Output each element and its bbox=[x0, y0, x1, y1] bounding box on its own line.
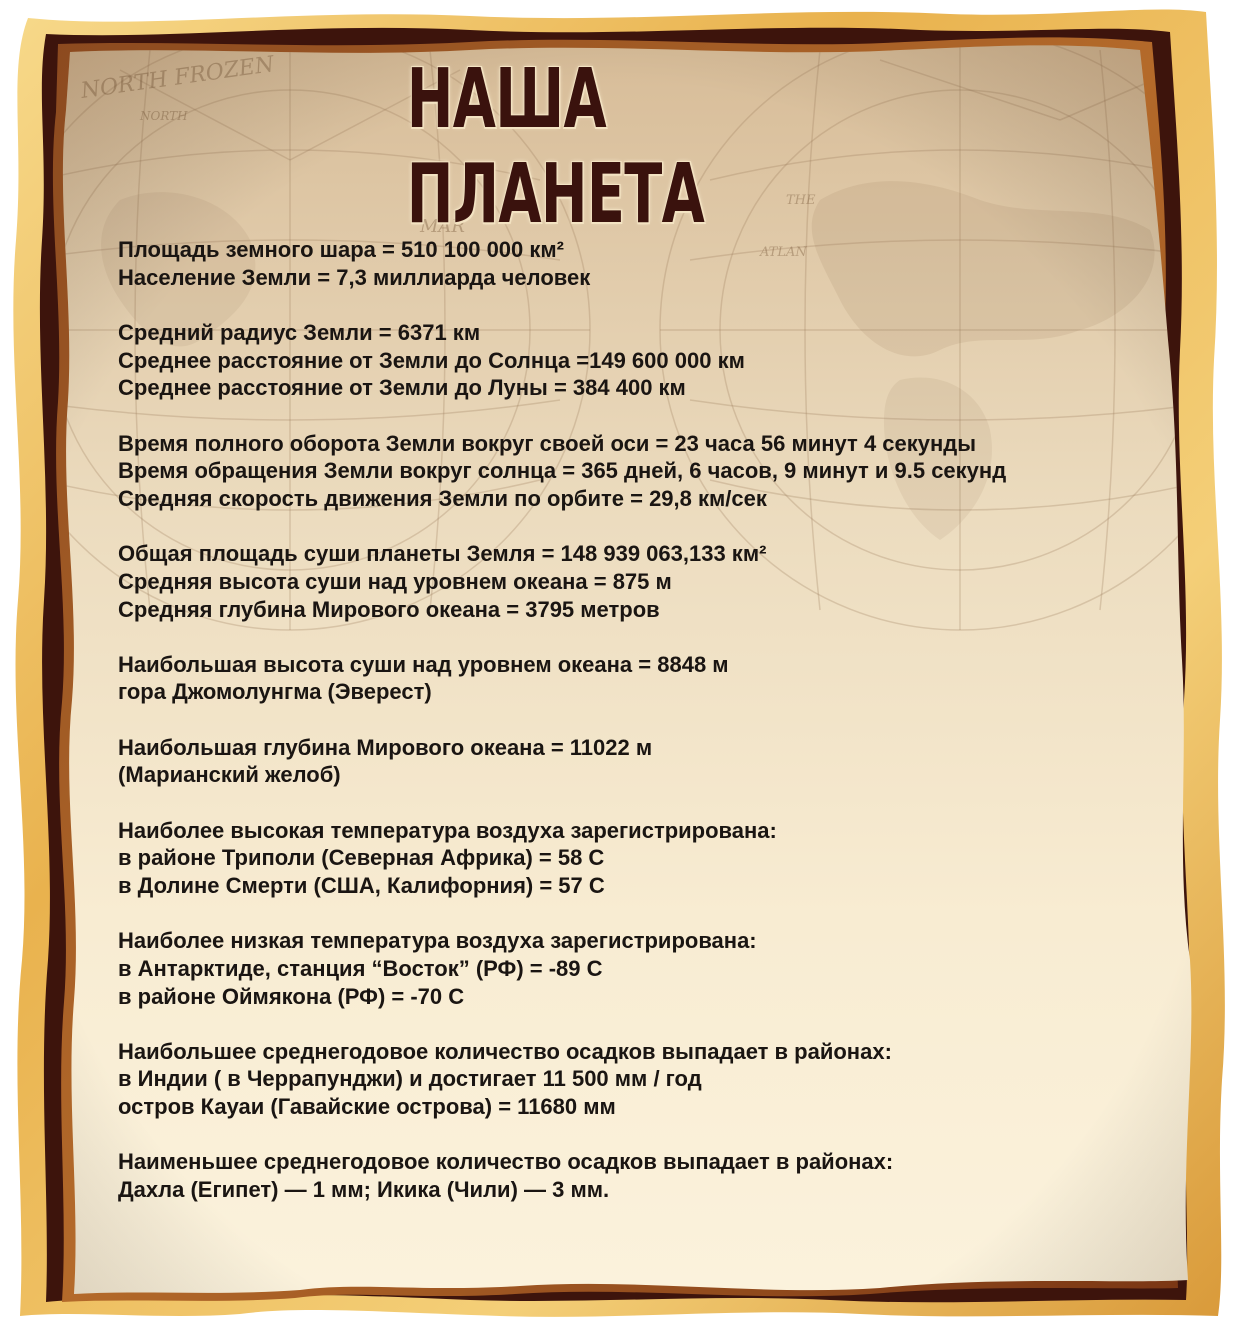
fact-block bbox=[118, 651, 1158, 706]
fact-line: Средняя глубина Мирового океана = 3795 метров bbox=[118, 596, 660, 622]
fact-line: в районе Триполи (Северная Африка) = 58 С bbox=[118, 845, 605, 871]
fact-line: в Индии ( в Черрапунджи) и достигает 11 500 мм / год bbox=[118, 1066, 702, 1092]
fact-line: Наименьшее среднегодовое количество осадков выпадает в районах: bbox=[118, 1149, 894, 1175]
fact-block bbox=[118, 540, 1158, 623]
fact-block bbox=[118, 817, 1158, 900]
fact-line: Наибольшее среднегодовое количество осадков выпадает в районах: bbox=[118, 1038, 892, 1064]
fact-line: Средняя высота суши над уровнем океана = 875 м bbox=[118, 568, 672, 594]
page-title: НАША ПЛАНЕТА bbox=[406, 52, 705, 242]
fact-block bbox=[118, 734, 1158, 789]
fact-line: Среднее расстояние от Земли до Солнца =149 600 000 км bbox=[118, 347, 745, 373]
fact-line: в Долине Смерти (США, Калифорния) = 57 С bbox=[118, 872, 605, 898]
fact-line: Общая площадь суши планеты Земля = 148 939 063,133 км² bbox=[118, 541, 767, 567]
fact-line: гора Джомолунгма (Эверест) bbox=[118, 679, 432, 705]
fact-line: Наиболее низкая температура воздуха зарегистрирована: bbox=[118, 928, 757, 954]
fact-line: в Антарктиде, станция “Восток” (РФ) = -89 С bbox=[118, 955, 603, 981]
fact-line: Средний радиус Земли = 6371 км bbox=[118, 319, 481, 345]
fact-line: Средняя скорость движения Земли по орбите = 29,8 км/сек bbox=[118, 485, 767, 511]
fact-block bbox=[118, 1148, 1158, 1203]
fact-line: Наибольшая высота суши над уровнем океана = 8848 м bbox=[118, 651, 729, 677]
fact-line: Наибольшая глубина Мирового океана = 11022 м bbox=[118, 734, 653, 760]
fact-line: Наиболее высокая температура воздуха зарегистрирована: bbox=[118, 817, 777, 843]
fact-block bbox=[118, 236, 1158, 291]
fact-block bbox=[118, 430, 1158, 513]
fact-line: Дахла (Египет) — 1 мм; Икика (Чили) — 3 мм. bbox=[118, 1177, 610, 1203]
fact-block bbox=[118, 927, 1158, 1010]
facts-content bbox=[118, 236, 1158, 1231]
fact-line: (Марианский желоб) bbox=[118, 762, 341, 788]
fact-line: Время обращения Земли вокруг солнца = 365 дней, 6 часов, 9 минут и 9.5 секунд bbox=[118, 458, 1007, 484]
fact-line: остров Кауаи (Гавайские острова) = 11680 мм bbox=[118, 1094, 616, 1120]
fact-block bbox=[118, 319, 1158, 402]
fact-line: Площадь земного шара = 510 100 000 км² bbox=[118, 237, 565, 262]
fact-line: Время полного оборота Земли вокруг своей оси = 23 часа 56 минут 4 секунды bbox=[118, 430, 977, 456]
fact-block bbox=[118, 1038, 1158, 1121]
fact-line: Среднее расстояние от Земли до Луны = 384 400 км bbox=[118, 375, 686, 401]
fact-line: Население Земли = 7,3 миллиарда человек bbox=[118, 264, 591, 290]
fact-line: в районе Оймякона (РФ) = -70 С bbox=[118, 983, 465, 1009]
